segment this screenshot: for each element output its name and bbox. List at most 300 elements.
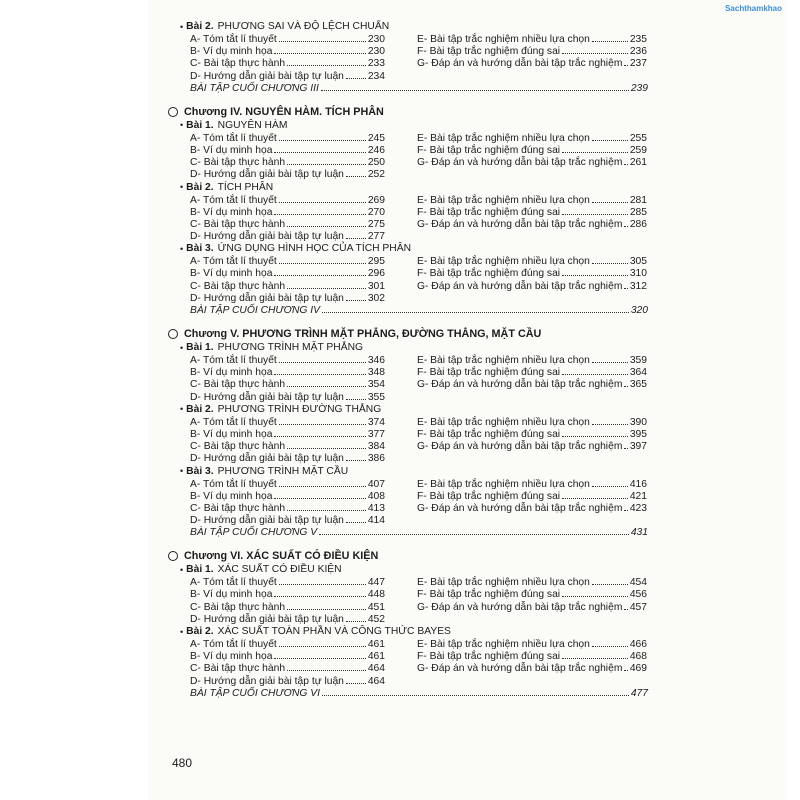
entry-label: E- Bài tập trắc nghiệm nhiều lựa chọn (417, 577, 590, 589)
toc-entry[interactable] (417, 280, 647, 292)
toc-row (168, 601, 768, 613)
entry-label: D- Hướng dẫn giải bài tập tự luận (190, 169, 344, 181)
lesson-title: PHƯƠNG TRÌNH MẶT PHẲNG (217, 342, 364, 353)
toc-entry[interactable] (417, 144, 647, 156)
toc-entry[interactable] (190, 378, 385, 390)
entry-label: B- Ví dụ minh họa (190, 268, 273, 280)
toc-entry[interactable] (190, 280, 385, 292)
dot-leader (592, 416, 628, 425)
toc-entry[interactable] (190, 267, 385, 279)
dot-leader (346, 168, 366, 177)
entry-label: E- Bài tập trắc nghiệm nhiều lựa chọn (417, 416, 590, 428)
entry-label: C- Bài tập thực hành (190, 379, 286, 391)
entry-page: 310 (629, 268, 647, 280)
toc-row (168, 378, 768, 390)
entry-label: B- Ví dụ minh họa (190, 367, 273, 379)
toc-entry[interactable] (190, 45, 385, 57)
entry-label: C- Bài tập thực hành (190, 218, 286, 230)
dot-leader (592, 576, 628, 585)
dot-leader (279, 194, 366, 203)
toc-entry[interactable] (190, 440, 385, 452)
toc-row (168, 156, 768, 168)
toc-entry[interactable] (190, 675, 385, 687)
dot-leader (562, 490, 628, 499)
bullet-icon: • (180, 404, 184, 415)
dot-leader (624, 57, 627, 66)
entry-label: E- Bài tập trắc nghiệm nhiều lựa chọn (417, 194, 590, 206)
entry-label: A- Tóm tắt lí thuyết (190, 194, 277, 206)
toc-entry[interactable] (190, 168, 385, 180)
entry-label: G- Đáp án và hướng dẫn bài tập trắc nghiệm (417, 280, 623, 292)
toc-entry[interactable] (190, 613, 385, 625)
entry-page: 456 (629, 589, 647, 601)
lesson-number: Bài 3. (186, 465, 214, 477)
entry-page: 246 (367, 144, 385, 156)
dot-leader (274, 144, 365, 153)
entry-label: F- Bài tập trắc nghiệm đúng sai (417, 144, 561, 156)
entry-page: 235 (629, 34, 647, 45)
toc-entry[interactable] (417, 601, 647, 613)
toc-entry[interactable] (190, 391, 385, 403)
toc-entry[interactable] (190, 132, 385, 144)
toc-entry[interactable] (190, 230, 385, 242)
entry-label: G- Đáp án và hướng dẫn bài tập trắc nghiệm (417, 663, 623, 675)
toc-row (168, 428, 768, 440)
toc-row (168, 206, 768, 218)
entry-label: A- Tóm tắt lí thuyết (190, 577, 277, 589)
toc-entry[interactable] (190, 490, 385, 502)
review-page: 239 (630, 82, 648, 94)
dot-leader (624, 218, 627, 227)
entry-page: 416 (629, 478, 647, 490)
chapter-review-entry[interactable] (190, 687, 648, 701)
chapter-review-entry[interactable] (190, 526, 648, 540)
entry-label: G- Đáp án và hướng dẫn bài tập trắc nghiệm (417, 379, 623, 391)
toc-entry[interactable] (417, 218, 647, 230)
lesson-heading[interactable] (168, 242, 768, 255)
chapter-heading[interactable] (168, 549, 768, 563)
entry-label: D- Hướng dẫn giải bài tập tự luận (190, 613, 344, 625)
entry-page: 421 (629, 490, 647, 502)
lesson-number: Bài 1. (186, 119, 214, 131)
toc-entry[interactable] (417, 132, 647, 144)
lesson-heading[interactable] (168, 465, 768, 478)
entry-page: 348 (367, 367, 385, 379)
entry-page: 384 (367, 441, 385, 453)
dot-leader (562, 206, 628, 215)
toc-entry[interactable] (417, 588, 647, 600)
review-label: BÀI TẬP CUỐI CHƯƠNG III (190, 82, 319, 94)
entry-label: B- Ví dụ minh họa (190, 46, 273, 58)
dot-leader (624, 601, 627, 610)
entry-page: 374 (367, 416, 385, 428)
review-page: 477 (630, 687, 648, 699)
bullet-icon: • (180, 466, 184, 476)
entry-label: B- Ví dụ minh họa (190, 428, 273, 440)
dot-leader (279, 354, 366, 363)
entry-page: 407 (367, 478, 385, 490)
dot-leader (562, 650, 628, 659)
dot-leader (322, 687, 629, 696)
toc-entry[interactable] (190, 156, 385, 168)
entry-label: E- Bài tập trắc nghiệm nhiều lựa chọn (417, 355, 590, 366)
dot-leader (279, 132, 366, 141)
dot-leader (274, 428, 365, 437)
entry-label: F- Bài tập trắc nghiệm đúng sai (417, 367, 561, 379)
toc-row (168, 478, 768, 490)
toc-row (168, 280, 768, 292)
toc-row (168, 638, 768, 650)
toc-row (168, 514, 768, 526)
dot-leader (287, 156, 366, 165)
lesson-title: PHƯƠNG TRÌNH MẶT CẦU (217, 465, 349, 477)
entry-page: 236 (629, 46, 647, 58)
entry-label: A- Tóm tắt lí thuyết (190, 132, 277, 144)
toc-entry[interactable] (190, 33, 385, 45)
toc-entry[interactable] (417, 206, 647, 218)
toc-entry[interactable] (190, 292, 385, 304)
entry-label: E- Bài tập trắc nghiệm nhiều lựa chọn (417, 132, 590, 144)
entry-page: 355 (367, 391, 385, 403)
toc-entry[interactable] (417, 428, 647, 440)
dot-leader (274, 45, 365, 54)
lesson-title: PHƯƠNG TRÌNH ĐƯỜNG THẲNG (217, 403, 382, 415)
toc-entry[interactable] (417, 576, 647, 588)
dot-leader (624, 662, 627, 671)
entry-label: A- Tóm tắt lí thuyết (190, 256, 277, 268)
dot-leader (624, 440, 627, 449)
entry-page: 377 (367, 428, 385, 440)
dot-leader (319, 526, 629, 535)
toc-entry[interactable] (190, 194, 385, 206)
toc-entry[interactable] (417, 255, 647, 267)
dot-leader (592, 354, 628, 363)
entry-page: 230 (367, 34, 385, 45)
dot-leader (279, 416, 366, 425)
entry-page: 275 (367, 218, 385, 230)
dot-leader (287, 502, 366, 511)
toc-entry[interactable] (417, 502, 647, 514)
entry-page: 270 (367, 206, 385, 218)
entry-label: G- Đáp án và hướng dẫn bài tập trắc nghiệm (417, 441, 623, 453)
entry-page: 464 (367, 663, 385, 675)
entry-page: 295 (367, 256, 385, 268)
toc-entry[interactable] (417, 33, 647, 45)
entry-page: 447 (367, 577, 385, 589)
entry-label: F- Bài tập trắc nghiệm đúng sai (417, 490, 561, 502)
toc-entry[interactable] (190, 416, 385, 428)
toc-entry[interactable] (190, 57, 385, 69)
toc-entry[interactable] (417, 378, 647, 390)
entry-label: D- Hướng dẫn giải bài tập tự luận (190, 292, 344, 304)
toc-row (168, 576, 768, 588)
toc-row (168, 662, 768, 674)
toc-entry[interactable] (190, 144, 385, 156)
toc-entry[interactable] (417, 416, 647, 428)
entry-page: 346 (367, 355, 385, 366)
dot-leader (346, 230, 366, 239)
review-page: 320 (630, 305, 648, 316)
toc-entry[interactable] (417, 156, 647, 168)
entry-page: 234 (367, 70, 385, 82)
lesson-title: ỨNG DỤNG HÌNH HỌC CỦA TÍCH PHÂN (217, 243, 412, 255)
entry-page: 461 (367, 639, 385, 650)
lesson-title: XÁC SUẤT TOÀN PHẦN VÀ CÔNG THỨC BAYES (217, 626, 451, 637)
entry-page: 305 (629, 256, 647, 268)
entry-page: 354 (367, 379, 385, 391)
lesson-heading[interactable] (168, 625, 768, 638)
toc-row (168, 354, 768, 366)
toc-row (168, 267, 768, 279)
toc-entry[interactable] (417, 57, 647, 69)
toc-row (168, 144, 768, 156)
dot-leader (279, 33, 366, 42)
toc-row (168, 366, 768, 378)
entry-label: B- Ví dụ minh họa (190, 490, 273, 502)
toc-entry[interactable] (190, 514, 385, 526)
dot-leader (287, 218, 366, 227)
dot-leader (279, 478, 366, 487)
entry-page: 413 (367, 502, 385, 514)
entry-page: 237 (629, 58, 647, 70)
toc-row (168, 255, 768, 267)
dot-leader (287, 440, 366, 449)
dot-leader (274, 490, 365, 499)
review-label: BÀI TẬP CUỐI CHƯƠNG IV (190, 305, 320, 316)
entry-page: 397 (629, 441, 647, 453)
entry-label: D- Hướng dẫn giải bài tập tự luận (190, 453, 344, 465)
toc-entry[interactable] (190, 218, 385, 230)
toc-row (168, 45, 768, 57)
table-of-contents (168, 20, 768, 703)
entry-page: 364 (629, 367, 647, 379)
entry-label: G- Đáp án và hướng dẫn bài tập trắc nghiệm (417, 157, 623, 169)
toc-entry[interactable] (417, 194, 647, 206)
dot-leader (322, 304, 629, 313)
toc-row (168, 502, 768, 514)
toc-row (168, 70, 768, 82)
entry-label: F- Bài tập trắc nghiệm đúng sai (417, 46, 561, 58)
lesson-number: Bài 1. (186, 342, 214, 353)
entry-label: B- Ví dụ minh họa (190, 651, 273, 663)
toc-entry[interactable] (417, 45, 647, 57)
entry-label: A- Tóm tắt lí thuyết (190, 478, 277, 490)
toc-entry[interactable] (417, 490, 647, 502)
toc-entry[interactable] (190, 366, 385, 378)
toc-entry[interactable] (190, 576, 385, 588)
toc-row (168, 391, 768, 403)
toc-row (168, 416, 768, 428)
entry-page: 296 (367, 268, 385, 280)
chapter-review-entry[interactable] (190, 304, 648, 318)
dot-leader (592, 638, 628, 647)
entry-page: 365 (629, 379, 647, 391)
toc-row (168, 132, 768, 144)
entry-label: E- Bài tập trắc nghiệm nhiều lựa chọn (417, 478, 590, 490)
toc-entry[interactable] (190, 70, 385, 82)
dot-leader (279, 255, 366, 264)
dot-leader (346, 292, 366, 301)
watermark: Sachthamkhao (725, 4, 782, 13)
toc-row (168, 218, 768, 230)
toc-entry[interactable] (417, 267, 647, 279)
dot-leader (562, 588, 628, 597)
chapter-title: Chương IV. NGUYÊN HÀM. TÍCH PHÂN (184, 105, 384, 118)
dot-leader (592, 478, 628, 487)
dot-leader (562, 144, 628, 153)
lesson-heading[interactable] (168, 20, 768, 33)
bullet-icon: • (180, 243, 184, 254)
toc-row (168, 194, 768, 206)
chapter-title: Chương VI. XÁC SUẤT CÓ ĐIỀU KIỆN (184, 550, 379, 563)
entry-page: 252 (367, 169, 385, 181)
dot-leader (592, 255, 628, 264)
chapter-heading[interactable] (168, 105, 768, 119)
entry-label: A- Tóm tắt lí thuyết (190, 639, 277, 650)
dot-leader (592, 194, 628, 203)
lesson-number: Bài 2. (186, 21, 214, 32)
toc-row (168, 33, 768, 45)
entry-label: F- Bài tập trắc nghiệm đúng sai (417, 651, 561, 663)
toc-entry[interactable] (190, 354, 385, 366)
entry-label: C- Bài tập thực hành (190, 280, 286, 292)
entry-label: D- Hướng dẫn giải bài tập tự luận (190, 675, 344, 687)
dot-leader (279, 638, 366, 647)
toc-row (168, 168, 768, 180)
dot-leader (346, 452, 366, 461)
toc-entry[interactable] (417, 650, 647, 662)
toc-entry[interactable] (190, 650, 385, 662)
chapter-heading[interactable] (168, 327, 768, 341)
entry-label: G- Đáp án và hướng dẫn bài tập trắc nghiệm (417, 502, 623, 514)
entry-label: C- Bài tập thực hành (190, 58, 286, 70)
dot-leader (321, 82, 629, 91)
entry-label: F- Bài tập trắc nghiệm đúng sai (417, 589, 561, 601)
dot-leader (346, 675, 366, 684)
toc-entry[interactable] (417, 478, 647, 490)
lesson-heading[interactable] (168, 119, 768, 132)
lesson-heading[interactable] (168, 403, 768, 416)
dot-leader (624, 378, 627, 387)
entry-label: F- Bài tập trắc nghiệm đúng sai (417, 268, 561, 280)
entry-page: 469 (629, 663, 647, 675)
toc-entry[interactable] (190, 255, 385, 267)
entry-label: C- Bài tập thực hành (190, 601, 286, 613)
entry-label: A- Tóm tắt lí thuyết (190, 355, 277, 366)
toc-entry[interactable] (190, 601, 385, 613)
dot-leader (274, 267, 365, 276)
review-page: 431 (630, 527, 648, 539)
toc-row (168, 588, 768, 600)
toc-entry[interactable] (190, 478, 385, 490)
entry-label: D- Hướng dẫn giải bài tập tự luận (190, 231, 344, 243)
lesson-heading[interactable] (168, 341, 768, 354)
lesson-number: Bài 2. (186, 626, 214, 637)
lesson-heading[interactable] (168, 563, 768, 576)
entry-page: 285 (629, 206, 647, 218)
toc-entry[interactable] (190, 588, 385, 600)
dot-leader (274, 588, 365, 597)
lesson-number: Bài 2. (186, 181, 214, 193)
entry-label: B- Ví dụ minh họa (190, 206, 273, 218)
toc-entry[interactable] (417, 366, 647, 378)
entry-page: 233 (367, 58, 385, 70)
toc-entry[interactable] (190, 662, 385, 674)
toc-row (168, 490, 768, 502)
toc-entry[interactable] (417, 440, 647, 452)
dot-leader (346, 613, 366, 622)
entry-page: 423 (629, 502, 647, 514)
toc-entry[interactable] (190, 502, 385, 514)
lesson-title: PHƯƠNG SAI VÀ ĐỘ LỆCH CHUẨN (217, 21, 390, 32)
toc-entry[interactable] (190, 638, 385, 650)
entry-label: D- Hướng dẫn giải bài tập tự luận (190, 515, 344, 527)
toc-entry[interactable] (417, 662, 647, 674)
dot-leader (562, 45, 628, 54)
entry-label: E- Bài tập trắc nghiệm nhiều lựa chọn (417, 639, 590, 650)
dot-leader (562, 267, 628, 276)
entry-page: 457 (629, 601, 647, 613)
chapter-review-entry[interactable] (190, 82, 648, 96)
entry-page: 261 (629, 157, 647, 169)
entry-page: 464 (367, 675, 385, 687)
toc-entry[interactable] (190, 428, 385, 440)
toc-entry[interactable] (417, 354, 647, 366)
entry-page: 286 (629, 218, 647, 230)
toc-row (168, 292, 768, 304)
entry-label: G- Đáp án và hướng dẫn bài tập trắc nghiệm (417, 58, 623, 70)
toc-row (168, 650, 768, 662)
lesson-title: NGUYÊN HÀM (217, 119, 288, 131)
lesson-number: Bài 1. (186, 564, 214, 576)
entry-label: B- Ví dụ minh họa (190, 589, 273, 601)
dot-leader (287, 662, 366, 671)
toc-entry[interactable] (417, 638, 647, 650)
dot-leader (624, 502, 627, 511)
circle-icon (168, 551, 178, 561)
entry-label: D- Hướng dẫn giải bài tập tự luận (190, 391, 344, 403)
toc-entry[interactable] (190, 206, 385, 218)
entry-page: 414 (367, 515, 385, 527)
entry-label: G- Đáp án và hướng dẫn bài tập trắc nghiệm (417, 218, 623, 230)
lesson-heading[interactable] (168, 181, 768, 194)
lesson-number: Bài 2. (186, 403, 214, 415)
entry-label: B- Ví dụ minh họa (190, 144, 273, 156)
dot-leader (624, 156, 627, 165)
entry-label: E- Bài tập trắc nghiệm nhiều lựa chọn (417, 256, 590, 268)
dot-leader (346, 391, 366, 400)
chapter-title: Chương V. PHƯƠNG TRÌNH MẶT PHẲNG, ĐƯỜNG THẲNG, MẶT CẦU (184, 328, 542, 340)
dot-leader (274, 650, 365, 659)
entry-label: A- Tóm tắt lí thuyết (190, 34, 277, 45)
entry-page: 461 (367, 651, 385, 663)
entry-page: 359 (629, 355, 647, 366)
dot-leader (287, 57, 366, 66)
toc-entry[interactable] (190, 452, 385, 464)
toc-row (168, 230, 768, 242)
entry-page: 395 (629, 428, 647, 440)
entry-page: 390 (629, 416, 647, 428)
entry-page: 454 (629, 577, 647, 589)
review-label: BÀI TẬP CUỐI CHƯƠNG VI (190, 687, 320, 699)
entry-page: 451 (367, 601, 385, 613)
entry-page: 448 (367, 589, 385, 601)
dot-leader (592, 132, 628, 141)
lesson-number: Bài 3. (186, 243, 214, 255)
entry-page: 281 (629, 194, 647, 206)
dot-leader (346, 514, 366, 523)
lesson-title: TÍCH PHÂN (217, 181, 274, 193)
